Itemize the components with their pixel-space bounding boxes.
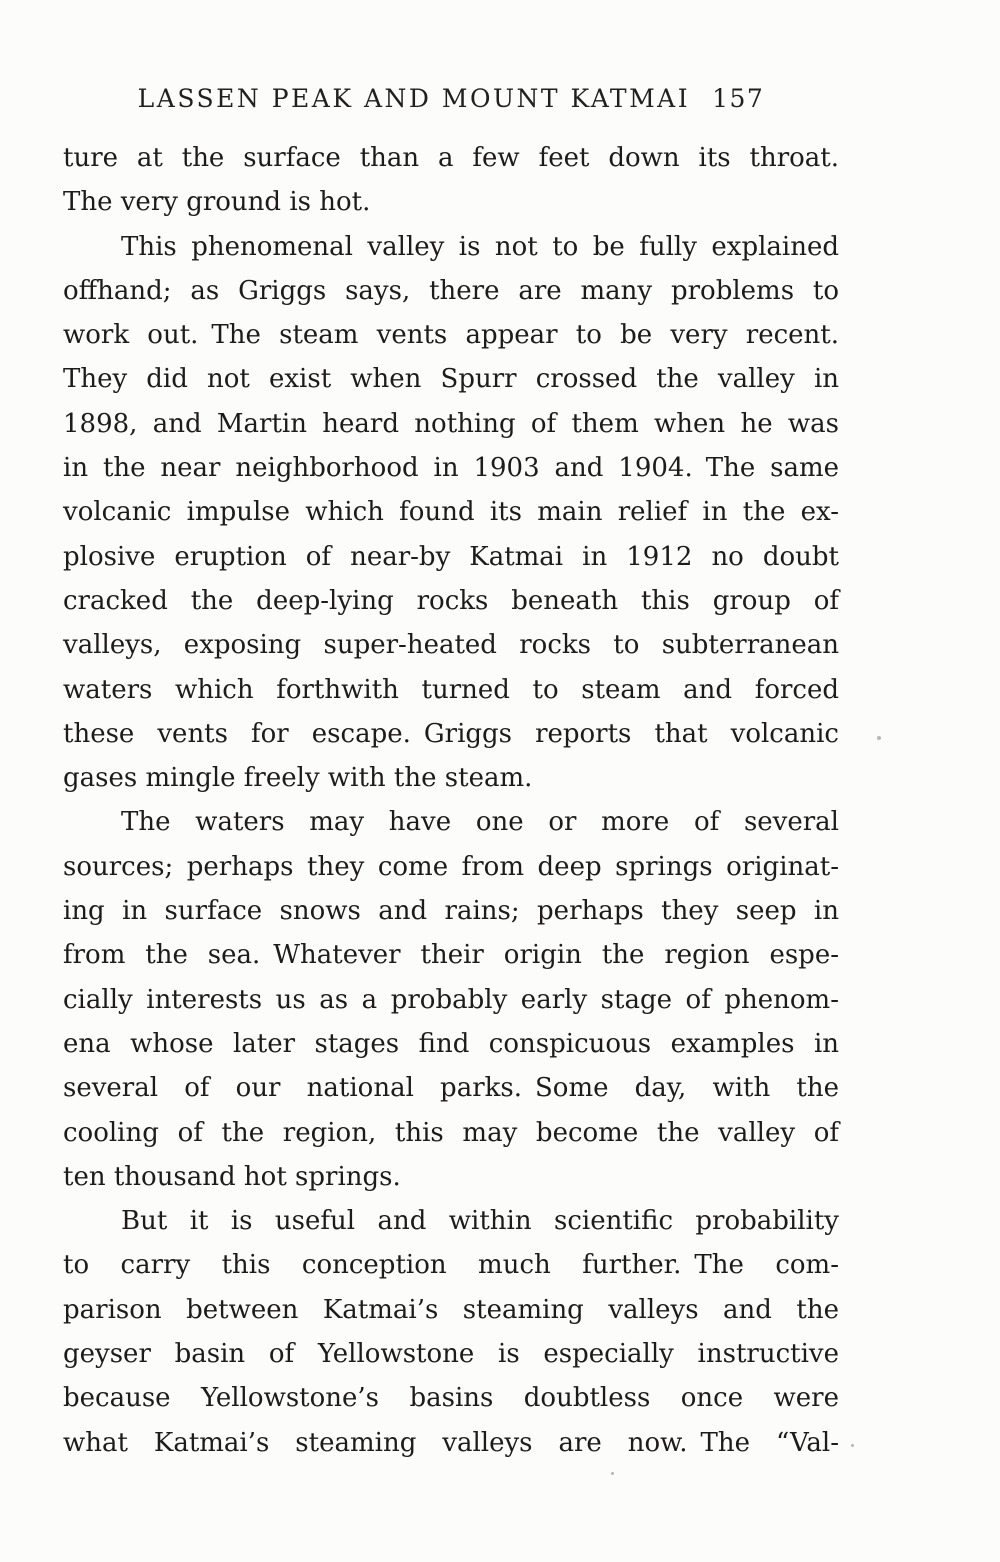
text-line: cracked the deep-lying rocks beneath this group of <box>63 585 839 616</box>
text-line: sources; perhaps they come from deep springs originat- <box>63 851 839 882</box>
scan-speck <box>877 736 881 740</box>
text-line: The waters may have one or more of several <box>121 807 839 838</box>
text-line: cooling of the region, this may become the valley of <box>63 1117 839 1148</box>
text-line: from the sea. Whatever their origin the region espe- <box>63 940 839 971</box>
text-line: ten thousand hot springs. <box>63 1161 401 1192</box>
text-line: plosive eruption of near-by Katmai in 1912 no doubt <box>63 541 839 572</box>
text-line: these vents for escape. Griggs reports that volcanic <box>63 718 839 749</box>
running-head <box>63 84 839 113</box>
text-line: offhand; as Griggs says, there are many problems to <box>63 275 839 306</box>
text-line: gases mingle freely with the steam. <box>63 763 533 794</box>
text-line: 1898, and Martin heard nothing of them when he was <box>63 408 839 439</box>
text-line: They did not exist when Spurr crossed the valley in <box>63 364 839 395</box>
text-line: to carry this conception much further. The com- <box>63 1250 839 1281</box>
text-line: parison between Katmai’s steaming valleys and the <box>63 1294 839 1325</box>
text-line: volcanic impulse which found its main relief in the ex- <box>63 497 839 528</box>
text-line: ena whose later stages find conspicuous examples in <box>63 1028 839 1059</box>
text-line: ture at the surface than a few feet down its throat. <box>63 143 839 173</box>
running-head-title: LASSEN PEAK AND MOUNT KATMAI <box>137 84 691 113</box>
text-line: This phenomenal valley is not to be fully explained <box>121 231 839 262</box>
text-block <box>63 136 839 1465</box>
text-line: work out. The steam vents appear to be very recent. <box>63 320 839 351</box>
text-line: because Yellowstone’s basins doubtless once were <box>63 1383 839 1414</box>
text-line: in the near neighborhood in 1903 and 1904. The same <box>63 453 839 484</box>
page-number: 157 <box>712 84 765 113</box>
text-line: waters which forthwith turned to steam and forced <box>63 674 839 705</box>
text-line: The very ground is hot. <box>63 187 371 218</box>
text-line: geyser basin of Yellowstone is especially instructive <box>63 1339 839 1370</box>
text-line: valleys, exposing super-heated rocks to subterranean <box>63 630 839 661</box>
text-line: several of our national parks. Some day, with the <box>63 1073 839 1104</box>
scan-speck <box>611 1472 614 1475</box>
text-line: cially interests us as a probably early stage of phenom- <box>63 984 839 1015</box>
text-line: what Katmai’s steaming valleys are now. The “Val- <box>63 1427 839 1458</box>
scan-speck <box>851 1444 854 1447</box>
text-line: ing in surface snows and rains; perhaps they seep in <box>63 896 839 927</box>
text-line: But it is useful and within scientific probability <box>121 1206 839 1237</box>
